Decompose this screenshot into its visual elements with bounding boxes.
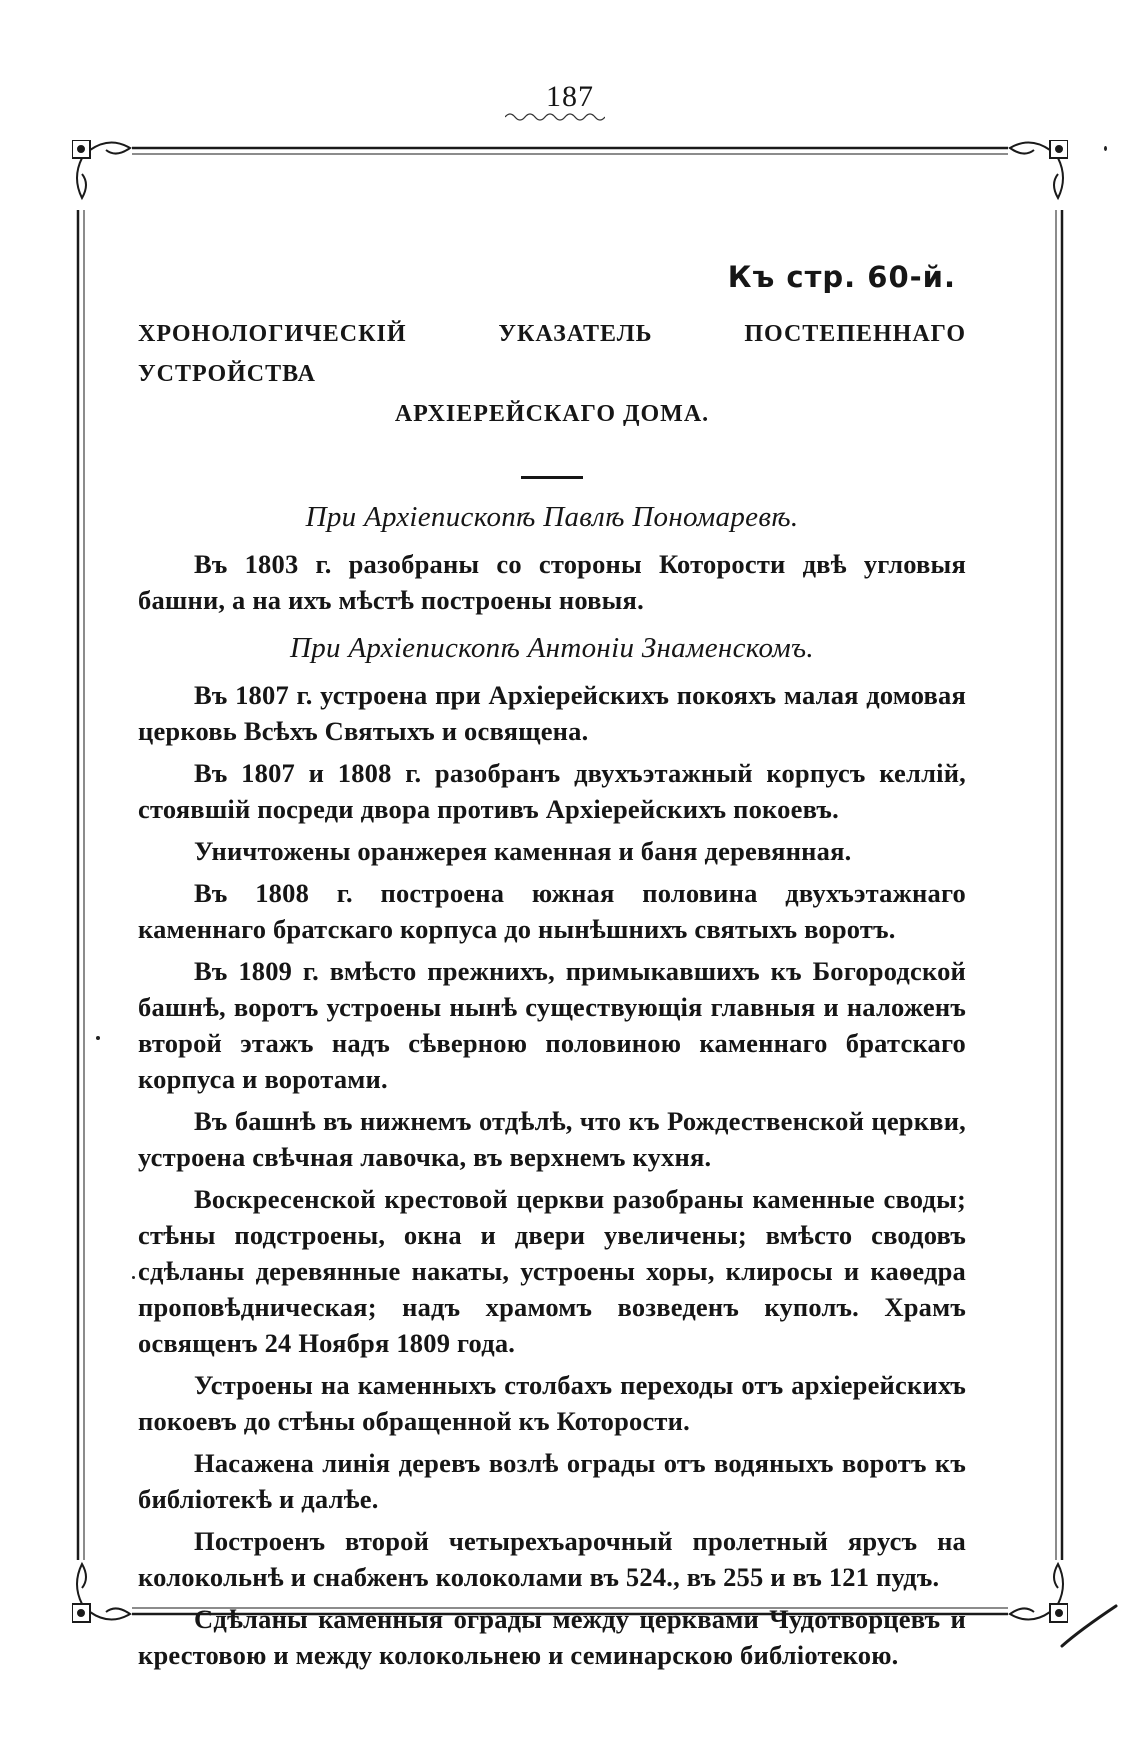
paragraph: Устроены на каменныхъ столбахъ переходы отъ архіерейскихъ покоевъ до стѣны обращенной къ Которости. [138,1370,966,1436]
title-line-2: АРХІЕРЕЙСКАГО ДОМА. [394,401,710,427]
page-number-underline [505,110,605,124]
page-reference: Къ стр. 60-й. [727,260,956,294]
paragraph: Въ башнѣ въ нижнемъ отдѣлѣ, что къ Рождественской церкви, устроена свѣчная лавочка, въ верхнемъ кухня. [138,1106,966,1172]
section-antoniy [138,632,966,1673]
paragraph: Въ 1807 г. устроена при Архіерейскихъ покояхъ малая домовая церковь Всѣхъ Святыхъ и освящена. [138,680,966,746]
corner-ornament-top-left [72,140,130,198]
title-divider [521,476,583,479]
paragraph: Сдѣланы каменныя ограды между церквами Чудотворцевъ и крестовою и между колокольнею и семинарскою библіотекою. [138,1604,966,1670]
paragraph: Воскресенской крестовой церкви разобраны каменные своды; стѣны подстроены, окна и двери увеличены; вмѣсто сводовъ сдѣланы деревянные накаты, устроены хоры, клиросы и каѳедра проповѣдническая; надъ храмомъ возведенъ куполъ. Храмъ освященъ 24 Ноября 1809 года. [138,1184,966,1358]
section-heading: При Архіепископѣ Антоніи Знаменскомъ. [290,632,814,664]
section-pavel [138,501,966,618]
pen-stroke [1060,1600,1120,1650]
corner-ornament-bottom-left [72,1564,130,1622]
paragraph: Построенъ второй четырехъарочный пролетный ярусъ на колокольнѣ и снабженъ колоколами въ 524., въ 255 и въ 121 пудъ. [138,1526,966,1592]
paragraph: Въ 1808 г. построена южная половина двухъэтажнаго каменнаго братскаго корпуса до нынѣшнихъ святыхъ воротъ. [138,878,966,944]
page-number: 187 [546,80,594,113]
section-heading: При Архіепископѣ Павлѣ Пономаревѣ. [305,501,799,533]
page-content [138,260,966,1679]
paragraph: Уничтожены оранжерея каменная и баня деревянная. [194,836,852,866]
paragraph: Насажена линія деревъ возлѣ ограды отъ водяныхъ воротъ къ библіотекѣ и далѣе. [138,1448,966,1514]
print-speck [1104,146,1107,151]
paragraph: Въ 1807 и 1808 г. разобранъ двухъэтажный корпусъ келлій, стоявшій посреди двора противъ Архіерейскихъ покоевъ. [138,758,966,824]
paragraph: Въ 1809 г. вмѣсто прежнихъ, примыкавшихъ къ Богородской башнѣ, воротъ устроены нынѣ существующія главныя и наложенъ второй этажъ надъ сѣверною половиною каменнаго братскаго корпуса и воротами. [138,956,966,1094]
title-line-1: ХРОНОЛОГИЧЕСКІЙ УКАЗАТЕЛЬ ПОСТЕПЕННАГО УСТРОЙСТВА [138,321,966,387]
corner-ornament-top-right [1010,140,1068,198]
paragraph: Въ 1803 г. разобраны со стороны Которости двѣ угловыя башни, а на ихъ мѣстѣ построены новыя. [138,549,966,615]
print-speck [96,1036,100,1040]
print-speck [132,1276,135,1279]
